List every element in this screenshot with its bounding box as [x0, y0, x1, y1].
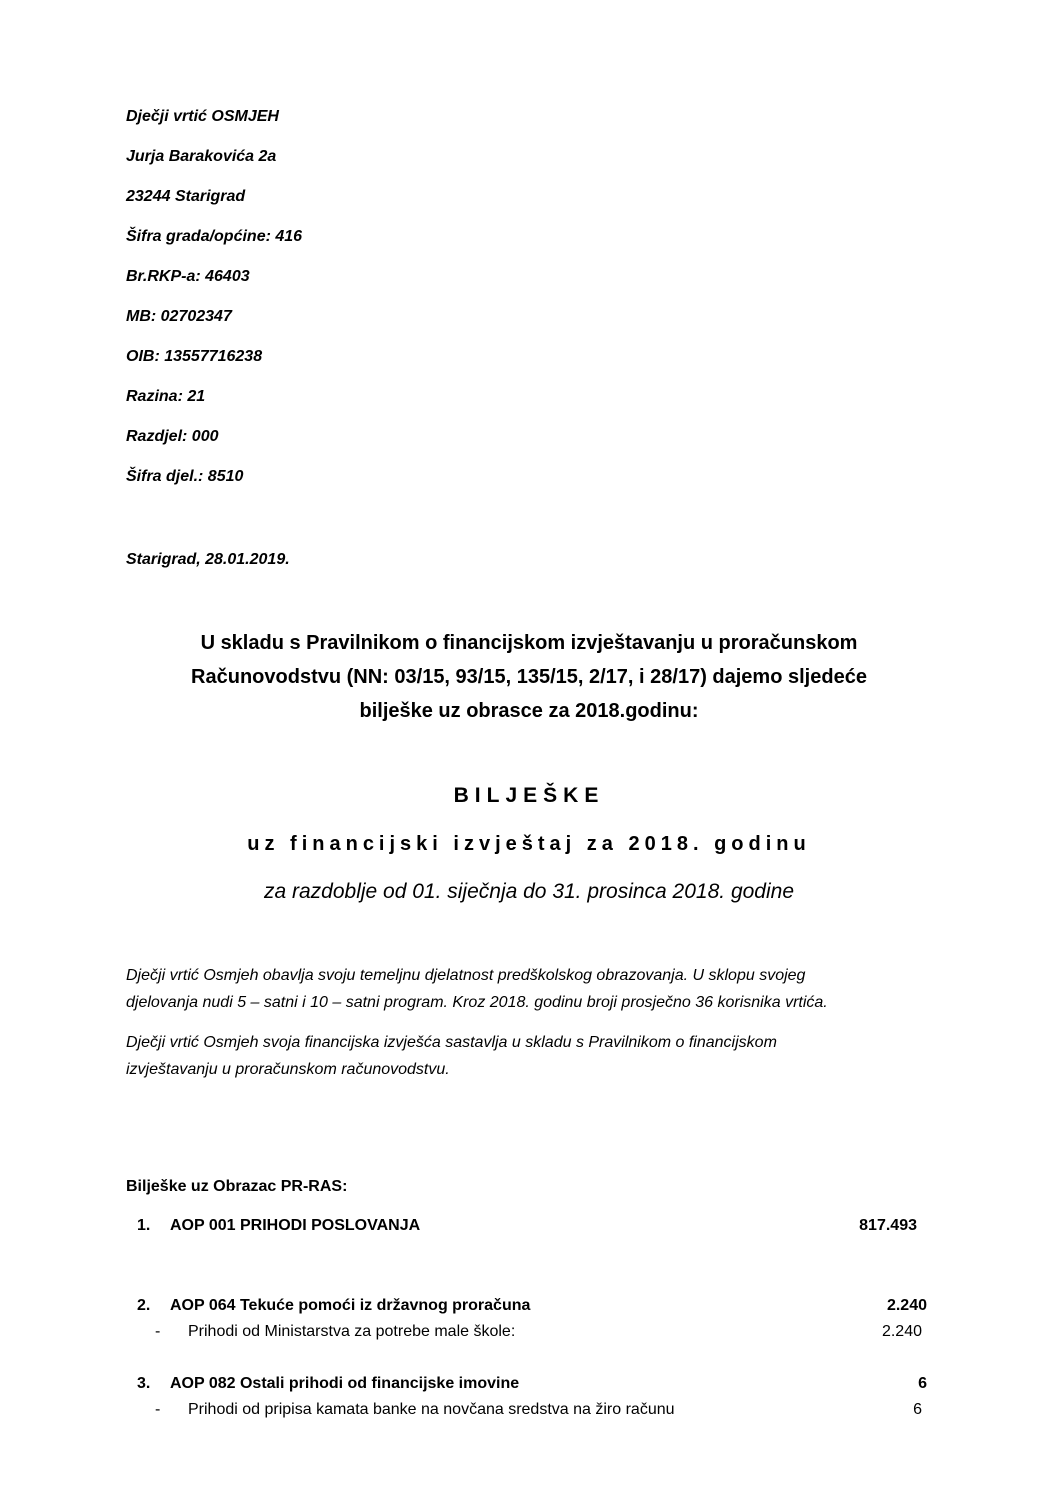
- document-subtitle: uz financijski izvještaj za 2018. godinu: [247, 833, 811, 855]
- intro-line: bilješke uz obrasce za 2018.godinu:: [359, 700, 699, 722]
- subitem-label: Prihodi od Ministarstva za potrebe male škole:: [188, 1323, 516, 1340]
- note-label: AOP 082 Ostali prihodi od financijske imovine: [170, 1375, 520, 1392]
- paragraph-line: Dječji vrtić Osmjeh svoja financijska izvješća sastavlja u skladu s Pravilnikom o financijskom: [126, 1034, 777, 1051]
- bullet-dash: -: [155, 1401, 161, 1418]
- note-amount: 2.240: [886, 1297, 927, 1314]
- note-item: [137, 1375, 927, 1397]
- note-number: 1.: [137, 1217, 151, 1234]
- activity-code: Šifra djel.: 8510: [126, 468, 244, 485]
- subitem-amount: 2.240: [881, 1323, 922, 1340]
- institution-city: 23244 Starigrad: [126, 188, 246, 205]
- reporting-period: za razdoblje od 01. siječnja do 31. prosinca 2018. godine: [263, 880, 795, 903]
- mb-number: MB: 02702347: [126, 308, 232, 325]
- intro-line: U skladu s Pravilnikom o financijskom izvještavanju u proračunskom: [200, 632, 858, 654]
- intro-statement: [110, 626, 948, 728]
- city-code: Šifra grada/općine: 416: [126, 228, 303, 245]
- reporting-paragraph: [126, 1029, 926, 1083]
- paragraph-line: Dječji vrtić Osmjeh obavlja svoju temeljnu djelatnost predškolskog obrazovanja. U sklopu svojeg: [126, 967, 806, 984]
- note-subitem: [155, 1401, 922, 1423]
- note-subitem: [155, 1323, 922, 1345]
- bullet-dash: -: [155, 1323, 161, 1340]
- note-item: [137, 1217, 917, 1239]
- level: Razina: 21: [126, 388, 206, 405]
- note-number: 2.: [137, 1297, 151, 1314]
- paragraph-line: djelovanja nudi 5 – satni i 10 – satni program. Kroz 2018. godinu broji prosječno 36 korisnika vrtića.: [126, 994, 828, 1011]
- subitem-label: Prihodi od pripisa kamata banke na novčana sredstva na žiro računu: [188, 1401, 675, 1418]
- document-title: BILJEŠKE: [453, 784, 605, 807]
- note-amount: 6: [918, 1375, 927, 1392]
- institution-name: Dječji vrtić OSMJEH: [126, 108, 279, 125]
- note-label: AOP 064 Tekuće pomoći iz državnog proračuna: [170, 1297, 531, 1314]
- description-paragraph: [126, 962, 926, 1016]
- section: Razdjel: 000: [126, 428, 219, 445]
- place-date: Starigrad, 28.01.2019.: [126, 551, 290, 568]
- note-number: 3.: [137, 1375, 151, 1392]
- note-label: AOP 001 PRIHODI POSLOVANJA: [170, 1217, 421, 1234]
- note-amount: 817.493: [859, 1217, 917, 1234]
- institution-street: Jurja Barakovića 2a: [126, 148, 277, 165]
- oib-number: OIB: 13557716238: [126, 348, 263, 365]
- notes-heading: Bilješke uz Obrazac PR-RAS:: [126, 1178, 348, 1195]
- subitem-amount: 6: [913, 1401, 922, 1418]
- intro-line: Računovodstvu (NN: 03/15, 93/15, 135/15, 2/17, i 28/17) dajemo sljedeće: [191, 666, 867, 688]
- paragraph-line: izvještavanju u proračunskom računovodstvu.: [126, 1061, 450, 1078]
- note-item: [137, 1297, 927, 1319]
- rkp-number: Br.RKP-a: 46403: [126, 268, 250, 285]
